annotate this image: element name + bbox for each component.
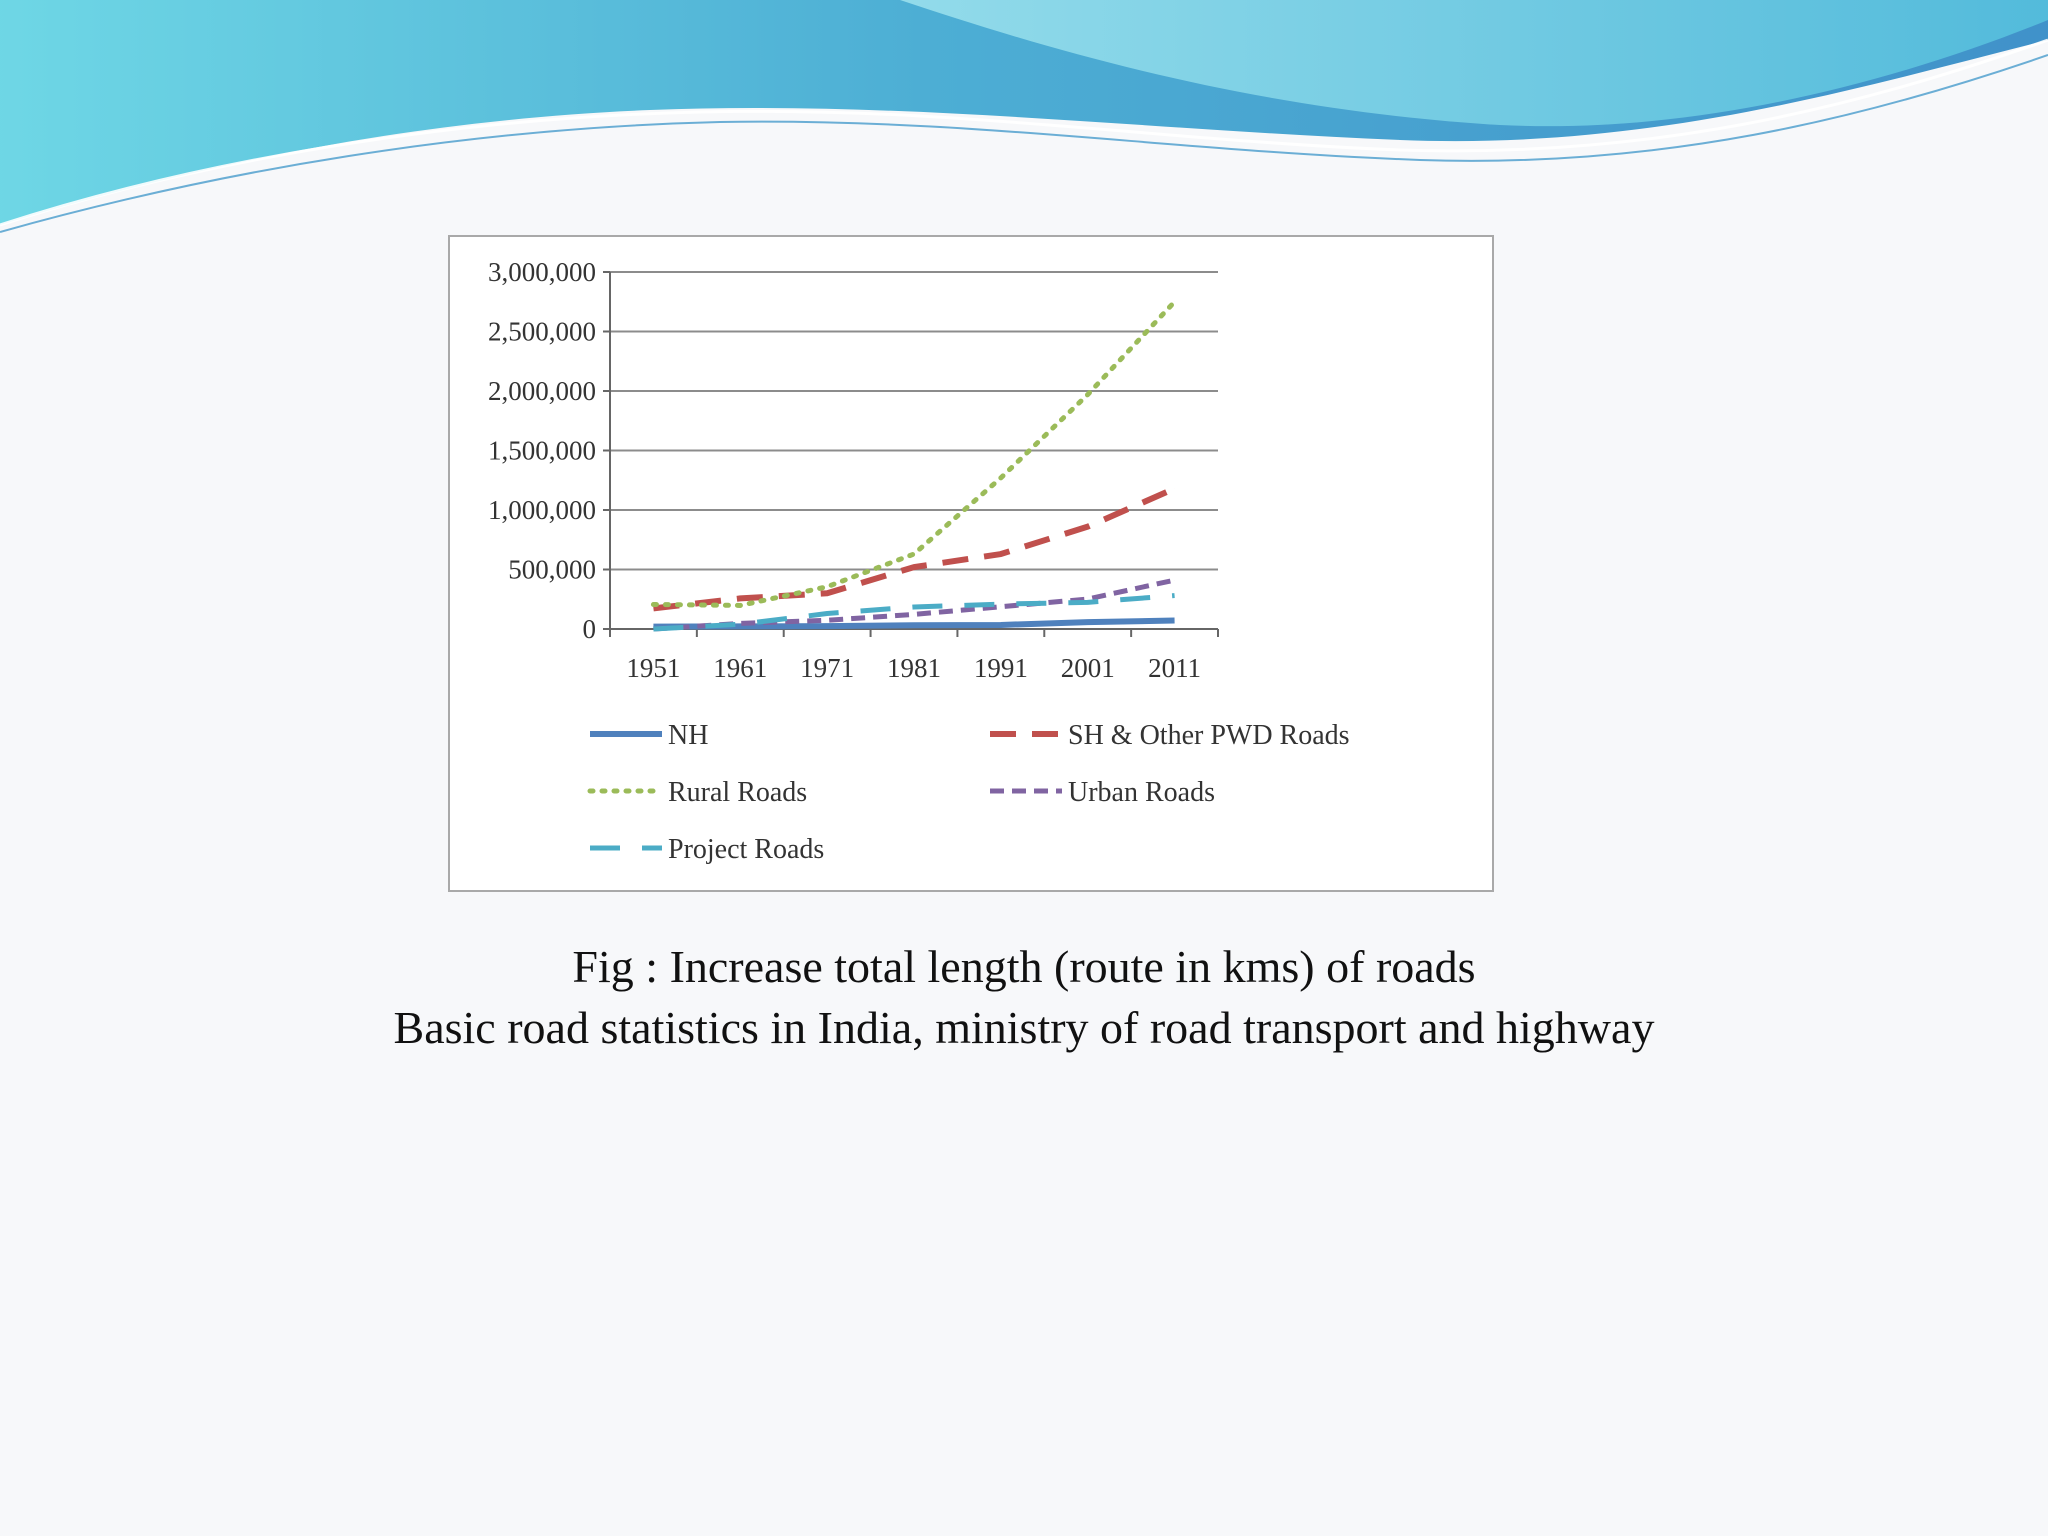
legend-label-nh: NH bbox=[668, 720, 709, 751]
legend-label-rural-roads: Rural Roads bbox=[668, 777, 808, 808]
x-tick-label: 1991 bbox=[973, 653, 1028, 683]
chart-container bbox=[448, 235, 1494, 892]
legend-label-sh-other-pwd-roads: SH & Other PWD Roads bbox=[1068, 720, 1350, 751]
line-chart bbox=[450, 237, 1492, 890]
y-tick-label: 1,500,000 bbox=[488, 435, 596, 466]
chart-gridlines bbox=[610, 272, 1218, 570]
x-tick-label: 2001 bbox=[1060, 653, 1115, 683]
y-tick-label: 2,500,000 bbox=[488, 316, 596, 347]
chart-legend bbox=[590, 720, 1350, 865]
x-tick-label: 1951 bbox=[626, 653, 681, 683]
x-tick-label: 2011 bbox=[1148, 653, 1202, 683]
series-line-rural-roads bbox=[653, 302, 1174, 606]
y-tick-label: 3,000,000 bbox=[488, 257, 596, 287]
series-line-sh-other-pwd-roads bbox=[653, 489, 1174, 609]
x-tick-label: 1981 bbox=[887, 653, 941, 683]
legend-label-urban-roads: Urban Roads bbox=[1068, 777, 1215, 808]
x-tick-label: 1961 bbox=[713, 653, 768, 683]
y-tick-label: 1,000,000 bbox=[488, 495, 596, 525]
y-tick-label: 0 bbox=[582, 614, 596, 644]
y-tick-label: 500,000 bbox=[508, 554, 596, 585]
chart-series bbox=[653, 302, 1174, 629]
legend-label-project-roads: Project Roads bbox=[668, 834, 825, 865]
figure-caption-title: Fig : Increase total length (route in kms) of roads bbox=[572, 941, 1476, 992]
x-tick-label: 1971 bbox=[800, 653, 855, 683]
figure-caption-source: Basic road statistics in India, ministry of road transport and highway bbox=[393, 1002, 1655, 1053]
header-wave-decoration bbox=[0, 0, 2048, 240]
y-tick-label: 2,000,000 bbox=[488, 376, 596, 406]
